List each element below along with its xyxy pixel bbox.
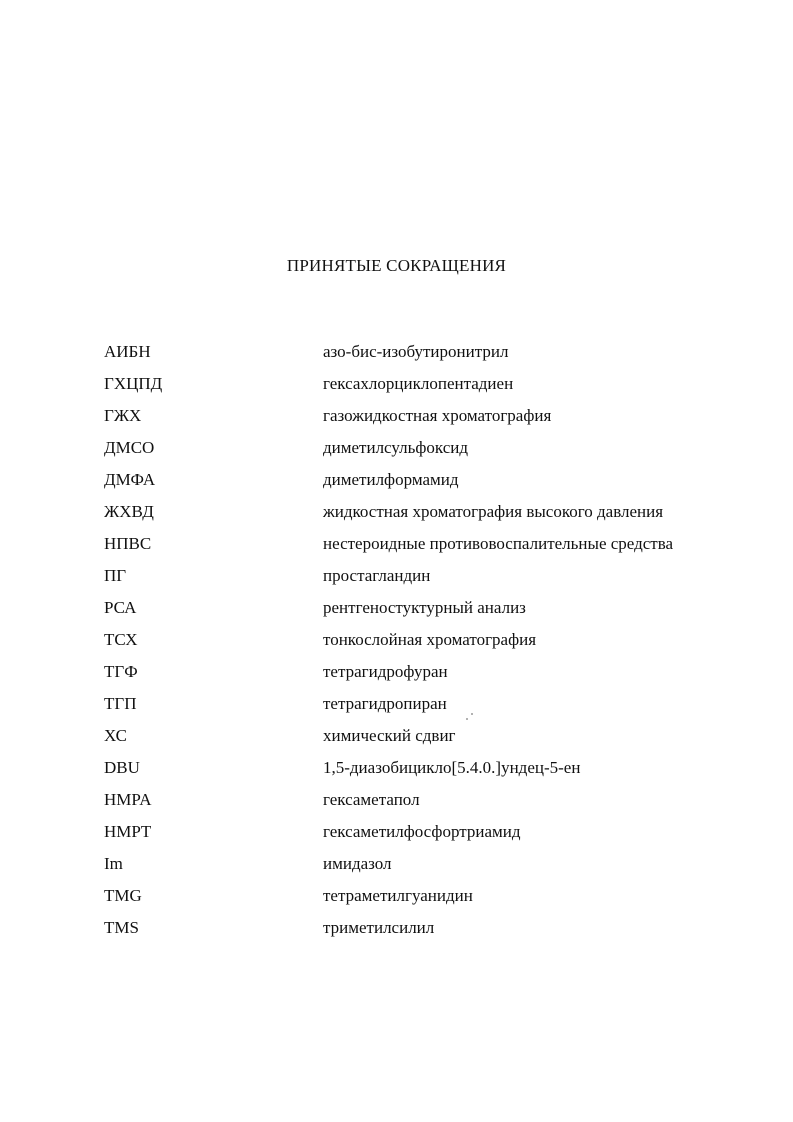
abbreviation: НПВС — [104, 534, 152, 553]
abbreviation: ДМФА — [104, 470, 156, 489]
definition: диметилсульфоксид — [323, 438, 469, 457]
abbreviation: ГХЦПД — [104, 374, 163, 393]
definition: тетрагидропиран — [323, 694, 447, 713]
list-item — [0, 789, 793, 821]
list-item — [0, 661, 793, 693]
list-item — [0, 821, 793, 853]
list-item — [0, 885, 793, 917]
definition: гексахлорциклопентадиен — [323, 374, 514, 393]
list-item — [0, 373, 793, 405]
abbreviation: АИБН — [104, 342, 151, 361]
list-item — [0, 501, 793, 533]
abbreviation: TMS — [104, 918, 139, 937]
list-item — [0, 853, 793, 885]
abbreviation: ЖХВД — [104, 502, 154, 521]
abbreviation: ГЖХ — [104, 406, 142, 425]
definition: 1,5-диазобицикло[5.4.0.]ундец-5-ен — [323, 758, 581, 777]
definition: азо-бис-изобутиронитрил — [323, 342, 509, 361]
abbreviation: ТГФ — [104, 662, 138, 681]
definition: тонкослойная хроматография — [323, 630, 537, 649]
list-item — [0, 629, 793, 661]
definition: диметилформамид — [323, 470, 459, 489]
list-item — [0, 405, 793, 437]
abbreviation: ПГ — [104, 566, 127, 585]
definition: простагландин — [323, 566, 431, 585]
definition: триметилсилил — [323, 918, 435, 937]
scan-speck — [471, 713, 473, 715]
abbreviation: HMPT — [104, 822, 152, 841]
list-item — [0, 533, 793, 565]
definition: нестероидные противовоспалительные средства — [323, 534, 674, 553]
list-item — [0, 597, 793, 629]
list-item — [0, 693, 793, 725]
definition: гексаметапол — [323, 790, 420, 809]
definition: тетраметилгуанидин — [323, 886, 473, 905]
abbreviation: Im — [104, 854, 123, 873]
abbreviation: ТСХ — [104, 630, 138, 649]
definition: имидазол — [323, 854, 392, 873]
list-item — [0, 437, 793, 469]
list-item — [0, 757, 793, 789]
definition: рентгеностуктурный анализ — [323, 598, 526, 617]
abbreviation: DBU — [104, 758, 140, 777]
abbreviation-list — [0, 341, 793, 949]
definition: газожидкостная хроматография — [323, 406, 552, 425]
page-title: ПРИНЯТЫЕ СОКРАЩЕНИЯ — [286, 256, 507, 275]
abbreviation: ТГП — [104, 694, 137, 713]
list-item — [0, 725, 793, 757]
list-item — [0, 341, 793, 373]
definition: гексаметилфосфортриамид — [323, 822, 521, 841]
definition: жидкостная хроматография высокого давления — [323, 502, 664, 521]
definition: тетрагидрофуран — [323, 662, 448, 681]
abbreviation: HMPA — [104, 790, 152, 809]
list-item — [0, 917, 793, 949]
list-item — [0, 469, 793, 501]
list-item — [0, 565, 793, 597]
abbreviation: TMG — [104, 886, 142, 905]
definition: химический сдвиг — [323, 726, 456, 745]
scan-speck — [466, 718, 468, 720]
abbreviation: ДМСО — [104, 438, 155, 457]
abbreviation: РСА — [104, 598, 137, 617]
abbreviation: ХС — [104, 726, 127, 745]
